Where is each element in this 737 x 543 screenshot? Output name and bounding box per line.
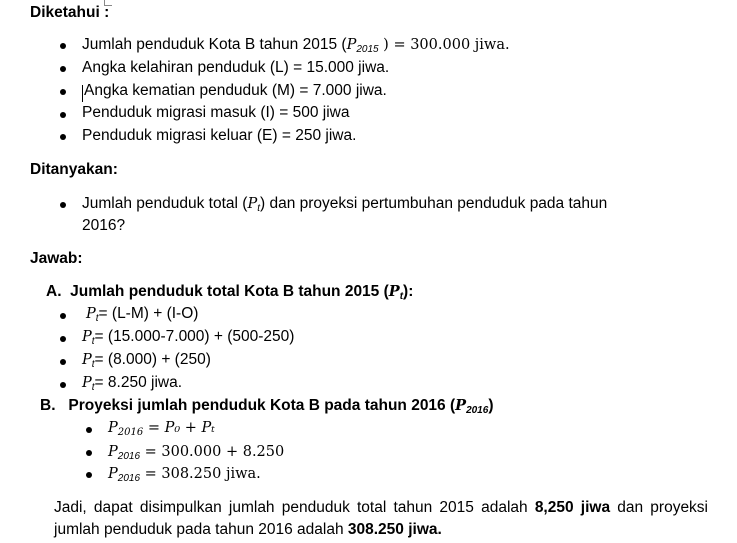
- known-item-emigration: Penduduk migrasi keluar (E) = 250 jiwa.: [82, 127, 357, 144]
- step-text: = (L-M) + (I-O): [98, 305, 199, 322]
- math-symbol: P: [455, 397, 467, 414]
- known-item-deaths: Angka kematian penduduk (M) = 7.000 jiwa.: [84, 82, 387, 99]
- part-b-title-end: ): [488, 397, 494, 414]
- bullet: [60, 202, 66, 208]
- step-text: = (8.000) + (250): [94, 351, 211, 368]
- math-subscript: 2016: [117, 473, 141, 484]
- part-a-step-4: [82, 374, 182, 393]
- known-item-immigration: Penduduk migrasi masuk (I) = 500 jiwa: [82, 104, 350, 121]
- part-a-title: [46, 283, 413, 302]
- math-symbol: P: [82, 329, 92, 345]
- part-a-title-text: Jumlah penduduk total Kota B tahun 2015 (: [70, 283, 389, 300]
- asked-heading: Ditanyakan:: [30, 161, 118, 178]
- part-a-step-1: [86, 305, 198, 324]
- math-symbol: P: [388, 283, 400, 300]
- asked-text: ) dan proyeksi pertumbuhan penduduk pada tahun: [259, 195, 608, 212]
- bullet: [86, 427, 92, 433]
- known-item-population: [82, 36, 510, 55]
- math-symbol: P: [82, 375, 92, 391]
- math-subscript: 2016: [117, 451, 141, 462]
- bullet: [60, 336, 66, 342]
- step-text: = (15.000-7.000) + (500-250): [94, 328, 295, 345]
- known-item-value: ) = 300.000 jiwa.: [378, 37, 510, 53]
- math-subscript: t: [91, 359, 95, 370]
- step-text: = 8.250 jiwa.: [94, 374, 183, 391]
- math-subscript: 2016: [466, 405, 489, 416]
- conclusion-text: Jadi, dapat disimpulkan jumlah penduduk total tahun 2015 adalah: [54, 499, 535, 516]
- part-a-label: A.: [46, 283, 62, 300]
- part-b-title-text: Proyeksi jumlah penduduk Kota B pada tahun 2016 (: [68, 397, 456, 414]
- bullet: [60, 382, 66, 388]
- math-subscript: t: [399, 291, 404, 302]
- bullet: [86, 450, 92, 456]
- bullet: [60, 89, 66, 95]
- part-b-step-2: [108, 443, 284, 462]
- math-symbol: P: [86, 306, 96, 322]
- conclusion-text: dan proyeksi jumlah penduduk pada tahun 2016 adalah: [54, 499, 709, 538]
- part-a-title-end: ):: [403, 283, 414, 300]
- math-symbol: P: [108, 444, 118, 460]
- asked-text: Jumlah penduduk total (: [82, 195, 248, 212]
- bullet: [60, 313, 66, 319]
- math-symbol: P: [108, 466, 118, 482]
- known-item-text: Jumlah penduduk Kota B tahun 2015 (: [82, 36, 347, 53]
- step-formula: = P₀ + Pₜ: [143, 420, 215, 436]
- math-subscript: t: [257, 203, 260, 214]
- math-symbol: P: [82, 352, 92, 368]
- known-item-births: Angka kelahiran penduduk (L) = 15.000 jiwa.: [82, 59, 390, 76]
- math-subscript: 2015: [356, 44, 379, 55]
- bullet: [60, 66, 66, 72]
- bullet: [60, 43, 66, 49]
- part-b-step-1: [108, 420, 215, 438]
- math-subscript: t: [95, 313, 99, 324]
- part-b-title: [40, 397, 493, 416]
- part-b-step-3: [108, 465, 261, 484]
- bullet: [60, 112, 66, 118]
- text-cursor: [82, 85, 83, 102]
- known-heading: Diketahui :: [30, 4, 110, 21]
- answer-heading: Jawab:: [30, 250, 83, 267]
- part-a-step-3: [82, 351, 211, 370]
- math-subscript: 2016: [117, 427, 144, 438]
- asked-line-2: 2016?: [82, 217, 126, 234]
- part-a-step-2: [82, 328, 294, 347]
- math-subscript: t: [91, 382, 95, 393]
- step-formula: = 300.000 + 8.250: [140, 444, 285, 460]
- conclusion-projection: 308.250 jiwa.: [347, 521, 442, 538]
- bullet: [86, 472, 92, 478]
- math-symbol: P: [346, 37, 357, 53]
- math-symbol: P: [247, 196, 258, 212]
- bullet: [60, 134, 66, 140]
- part-b-label: B.: [40, 397, 56, 414]
- conclusion-total: 8,250 jiwa: [534, 499, 611, 516]
- math-subscript: t: [91, 336, 95, 347]
- conclusion-paragraph: [54, 497, 708, 541]
- step-formula: = 308.250 jiwa.: [140, 466, 261, 482]
- bullet: [60, 359, 66, 365]
- asked-line-1: [82, 195, 607, 214]
- math-symbol: P: [108, 420, 118, 436]
